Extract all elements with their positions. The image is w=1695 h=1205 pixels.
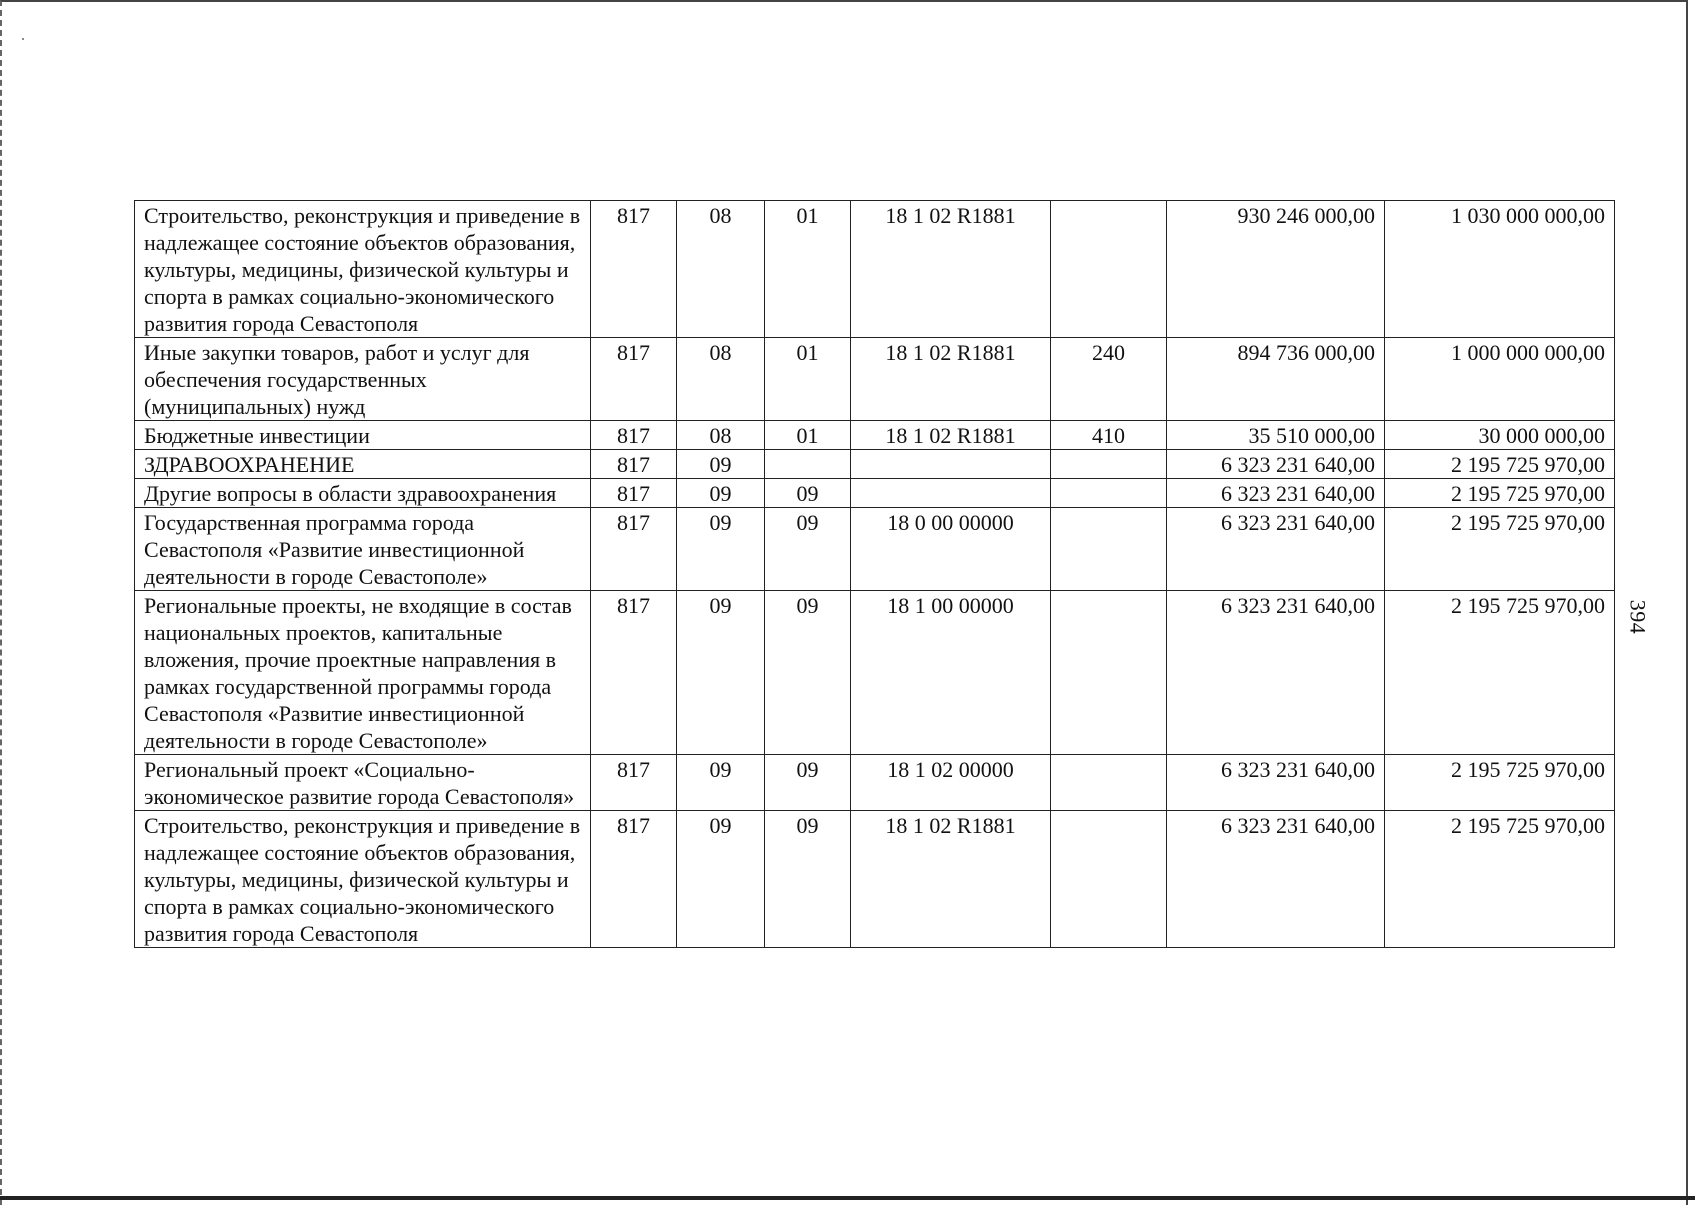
scan-bottom-edge <box>0 1196 1695 1200</box>
cell-admin: 817 <box>591 450 677 479</box>
cell-type <box>1051 450 1167 479</box>
cell-year1: 6 323 231 640,00 <box>1167 479 1385 508</box>
cell-year2: 1 030 000 000,00 <box>1385 201 1615 338</box>
cell-year2: 2 195 725 970,00 <box>1385 479 1615 508</box>
cell-year2: 2 195 725 970,00 <box>1385 755 1615 811</box>
cell-year2: 1 000 000 000,00 <box>1385 338 1615 421</box>
budget-table-body <box>135 201 1615 948</box>
cell-subsection: 09 <box>765 811 851 948</box>
cell-admin: 817 <box>591 755 677 811</box>
table-row <box>135 421 1615 450</box>
cell-type: 240 <box>1051 338 1167 421</box>
cell-name: Региональный проект «Социально-экономическое развитие города Севастополя» <box>135 755 591 811</box>
cell-year2: 2 195 725 970,00 <box>1385 508 1615 591</box>
cell-target <box>851 479 1051 508</box>
cell-name: Государственная программа города Севастополя «Развитие инвестиционной деятельности в городе Севастополе» <box>135 508 591 591</box>
budget-table <box>134 200 1615 948</box>
cell-name: Другие вопросы в области здравоохранения <box>135 479 591 508</box>
cell-type <box>1051 591 1167 755</box>
cell-type <box>1051 479 1167 508</box>
table-row <box>135 479 1615 508</box>
table-row <box>135 811 1615 948</box>
cell-name: Строительство, реконструкция и приведение в надлежащее состояние объектов образования, культуры, медицины, физической культуры и спорта в рамках социально-экономического развития города Севастополя <box>135 811 591 948</box>
cell-year1: 6 323 231 640,00 <box>1167 591 1385 755</box>
cell-subsection: 01 <box>765 421 851 450</box>
cell-year2: 2 195 725 970,00 <box>1385 811 1615 948</box>
cell-year2: 2 195 725 970,00 <box>1385 591 1615 755</box>
cell-target: 18 1 02 R1881 <box>851 811 1051 948</box>
cell-target: 18 1 02 R1881 <box>851 421 1051 450</box>
cell-subsection: 01 <box>765 338 851 421</box>
cell-subsection: 09 <box>765 508 851 591</box>
cell-year2: 2 195 725 970,00 <box>1385 450 1615 479</box>
cell-type <box>1051 201 1167 338</box>
cell-year1: 35 510 000,00 <box>1167 421 1385 450</box>
cell-name: ЗДРАВООХРАНЕНИЕ <box>135 450 591 479</box>
cell-admin: 817 <box>591 508 677 591</box>
cell-admin: 817 <box>591 811 677 948</box>
cell-year1: 930 246 000,00 <box>1167 201 1385 338</box>
cell-target: 18 1 02 00000 <box>851 755 1051 811</box>
cell-name: Бюджетные инвестиции <box>135 421 591 450</box>
cell-section: 09 <box>677 591 765 755</box>
cell-type <box>1051 755 1167 811</box>
table-row <box>135 755 1615 811</box>
cell-subsection: 09 <box>765 591 851 755</box>
cell-target: 18 1 02 R1881 <box>851 201 1051 338</box>
table-row <box>135 508 1615 591</box>
cell-section: 09 <box>677 811 765 948</box>
cell-admin: 817 <box>591 479 677 508</box>
cell-subsection: 09 <box>765 479 851 508</box>
cell-target <box>851 450 1051 479</box>
cell-section: 08 <box>677 421 765 450</box>
cell-admin: 817 <box>591 421 677 450</box>
page-number: 394 <box>1625 599 1651 635</box>
cell-section: 09 <box>677 755 765 811</box>
cell-admin: 817 <box>591 201 677 338</box>
table-row <box>135 450 1615 479</box>
cell-type <box>1051 811 1167 948</box>
cell-year1: 6 323 231 640,00 <box>1167 811 1385 948</box>
cell-subsection: 09 <box>765 755 851 811</box>
cell-section: 09 <box>677 479 765 508</box>
table-row <box>135 338 1615 421</box>
cell-subsection <box>765 450 851 479</box>
cell-year1: 6 323 231 640,00 <box>1167 450 1385 479</box>
cell-name: Иные закупки товаров, работ и услуг для обеспечения государственных (муниципальных) нужд <box>135 338 591 421</box>
cell-target: 18 1 00 00000 <box>851 591 1051 755</box>
table-row <box>135 201 1615 338</box>
cell-year2: 30 000 000,00 <box>1385 421 1615 450</box>
cell-year1: 894 736 000,00 <box>1167 338 1385 421</box>
cell-year1: 6 323 231 640,00 <box>1167 755 1385 811</box>
table-row <box>135 591 1615 755</box>
scan-speck <box>22 38 24 40</box>
cell-name: Региональные проекты, не входящие в состав национальных проектов, капитальные вложения, прочие проектные направления в рамках государственной программы города Севастополя «Развитие инвестиционной деятельности в городе Севастополе» <box>135 591 591 755</box>
cell-year1: 6 323 231 640,00 <box>1167 508 1385 591</box>
cell-target: 18 0 00 00000 <box>851 508 1051 591</box>
cell-section: 09 <box>677 450 765 479</box>
cell-type: 410 <box>1051 421 1167 450</box>
cell-name: Строительство, реконструкция и приведение в надлежащее состояние объектов образования, культуры, медицины, физической культуры и спорта в рамках социально-экономического развития города Севастополя <box>135 201 591 338</box>
cell-section: 08 <box>677 201 765 338</box>
cell-subsection: 01 <box>765 201 851 338</box>
cell-section: 08 <box>677 338 765 421</box>
cell-section: 09 <box>677 508 765 591</box>
cell-admin: 817 <box>591 591 677 755</box>
cell-admin: 817 <box>591 338 677 421</box>
cell-type <box>1051 508 1167 591</box>
cell-target: 18 1 02 R1881 <box>851 338 1051 421</box>
